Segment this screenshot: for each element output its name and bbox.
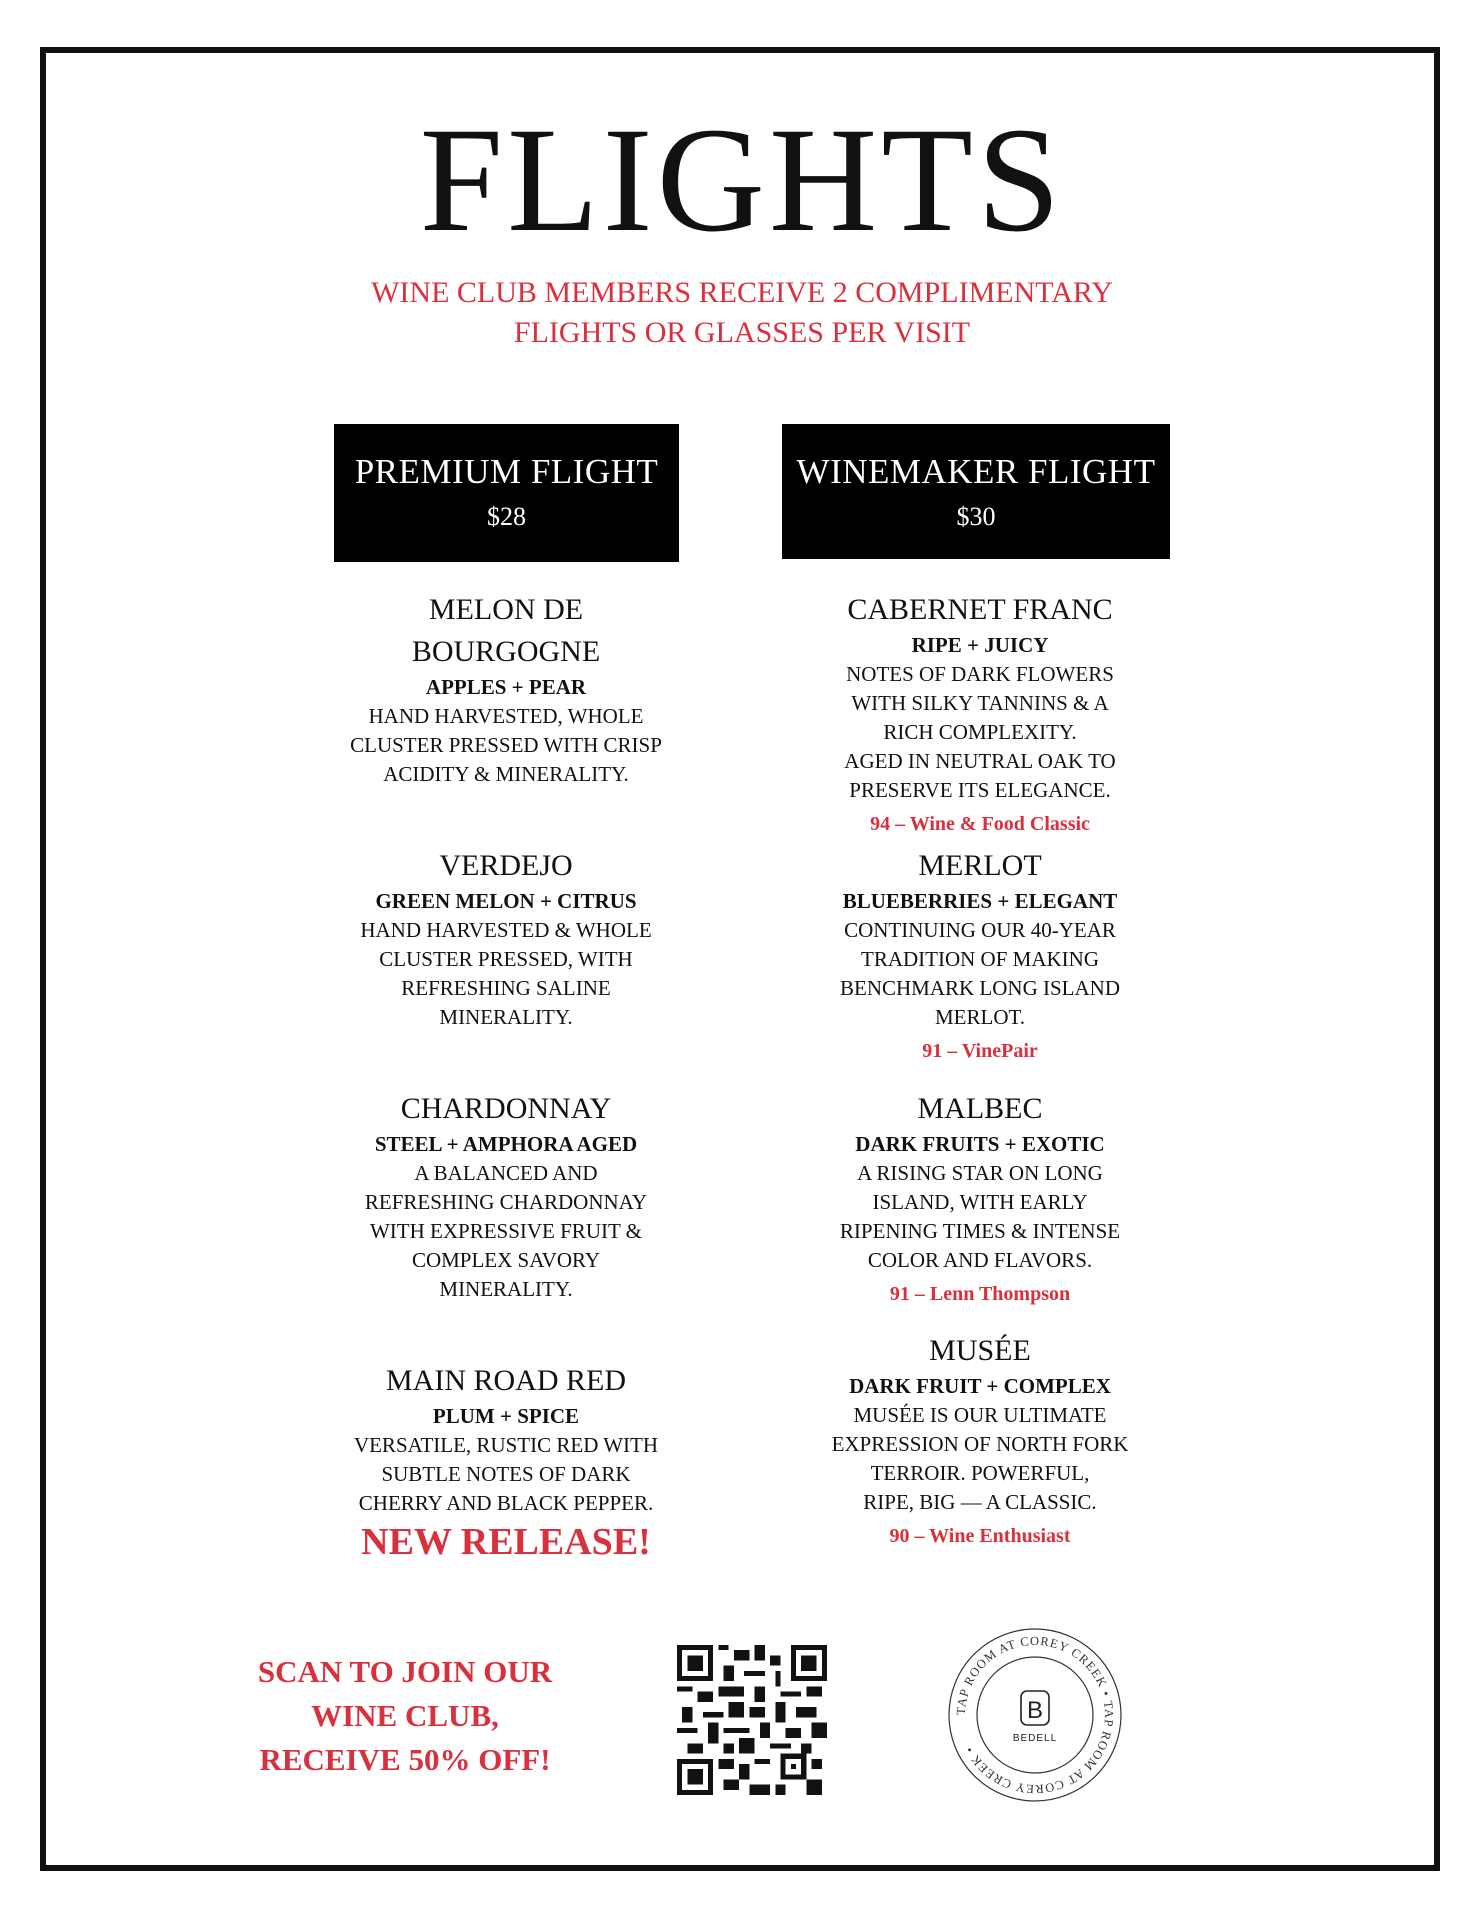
logo-letter: B bbox=[1026, 1697, 1044, 1724]
wine-item bbox=[306, 1088, 706, 1304]
wine-description: NOTES OF DARK FLOWERS bbox=[846, 662, 1114, 686]
wine-tasting-note: APPLES + PEAR bbox=[425, 675, 587, 699]
wine-description: CHERRY AND BLACK PEPPER. bbox=[358, 1491, 654, 1515]
wine-description: VERSATILE, RUSTIC RED WITH bbox=[353, 1433, 659, 1457]
wine-description: CLUSTER PRESSED WITH CRISP bbox=[350, 733, 662, 757]
wine-tasting-note: GREEN MELON + CITRUS bbox=[375, 889, 637, 913]
wine-description: AGED IN NEUTRAL OAK TO bbox=[844, 749, 1116, 773]
wine-item bbox=[306, 589, 706, 789]
wine-description: REFRESHING CHARDONNAY bbox=[364, 1190, 648, 1214]
wine-description: COMPLEX SAVORY bbox=[411, 1248, 601, 1272]
wine-description: ACIDITY & MINERALITY. bbox=[383, 762, 629, 786]
wine-description: SUBTLE NOTES OF DARK bbox=[381, 1462, 631, 1486]
wine-description: MERLOT. bbox=[934, 1005, 1026, 1029]
wine-name: CHARDONNAY bbox=[400, 1092, 612, 1125]
wine-item bbox=[780, 1330, 1180, 1551]
wine-score: 94 – Wine & Food Classic bbox=[870, 813, 1090, 835]
wine-tasting-note: STEEL + AMPHORA AGED bbox=[374, 1132, 638, 1156]
wine-description: WITH SILKY TANNINS & A bbox=[851, 691, 1109, 715]
wine-name: MUSÉE bbox=[929, 1334, 1031, 1367]
wine-description: BENCHMARK LONG ISLAND bbox=[839, 976, 1120, 1000]
logo-brand: BEDELL bbox=[1012, 1733, 1058, 1744]
wine-tasting-note: BLUEBERRIES + ELEGANT bbox=[842, 889, 1118, 913]
wine-description: RIPENING TIMES & INTENSE bbox=[839, 1219, 1121, 1243]
wine-description: MINERALITY. bbox=[439, 1005, 573, 1029]
wine-item bbox=[780, 1088, 1180, 1309]
wine-description: A RISING STAR ON LONG bbox=[857, 1161, 1103, 1185]
club-notice-line: FLIGHTS OR GLASSES PER VISIT bbox=[513, 316, 971, 349]
bedell-tap-room-logo bbox=[945, 1625, 1125, 1805]
wine-description: WITH EXPRESSIVE FRUIT & bbox=[369, 1219, 643, 1243]
wine-description: CONTINUING OUR 40-YEAR bbox=[844, 918, 1116, 942]
wine-score: 90 – Wine Enthusiast bbox=[889, 1525, 1071, 1547]
wine-name: VERDEJO bbox=[439, 849, 573, 882]
wine-club-promo bbox=[215, 1650, 595, 1782]
wine-description: TERROIR. POWERFUL, bbox=[870, 1461, 1090, 1485]
wine-name: CABERNET FRANC bbox=[847, 593, 1113, 626]
wine-description: A BALANCED AND bbox=[414, 1161, 598, 1185]
premium-flight-price: $28 bbox=[487, 502, 526, 531]
wine-description: CLUSTER PRESSED, WITH bbox=[379, 947, 633, 971]
wine-name: MAIN ROAD RED bbox=[386, 1364, 626, 1397]
winemaker-flight-price: $30 bbox=[956, 502, 996, 531]
wine-item bbox=[780, 845, 1180, 1066]
wine-name: BOURGOGNE bbox=[411, 635, 601, 668]
promo-line: WINE CLUB, bbox=[311, 1698, 499, 1733]
wine-description: PRESERVE ITS ELEGANCE. bbox=[849, 778, 1111, 802]
premium-flight-name: PREMIUM FLIGHT bbox=[354, 452, 659, 491]
wine-description: COLOR AND FLAVORS. bbox=[867, 1248, 1093, 1272]
page-title: FLIGHTS bbox=[419, 97, 1065, 263]
wine-description: ISLAND, WITH EARLY bbox=[872, 1190, 1088, 1214]
wine-description: MINERALITY. bbox=[439, 1277, 573, 1301]
wine-name: MALBEC bbox=[917, 1092, 1043, 1125]
wine-description: EXPRESSION OF NORTH FORK bbox=[831, 1432, 1129, 1456]
wine-item bbox=[306, 1360, 706, 1518]
qr-code-icon[interactable] bbox=[677, 1645, 827, 1795]
wine-score: 91 – Lenn Thompson bbox=[889, 1283, 1071, 1305]
wine-description: TRADITION OF MAKING bbox=[861, 947, 1099, 971]
wine-name: MELON DE bbox=[428, 593, 584, 626]
premium-wine-list bbox=[306, 0, 706, 1920]
wine-tasting-note: PLUM + SPICE bbox=[432, 1404, 580, 1428]
club-notice-line: WINE CLUB MEMBERS RECEIVE 2 COMPLIMENTARY bbox=[371, 276, 1113, 309]
wine-score: 91 – VinePair bbox=[922, 1040, 1038, 1062]
wine-name: MERLOT bbox=[918, 849, 1042, 882]
wine-tasting-note: RIPE + JUICY bbox=[911, 633, 1049, 657]
wine-description: HAND HARVESTED & WHOLE bbox=[360, 918, 652, 942]
wine-tasting-note: DARK FRUITS + EXOTIC bbox=[855, 1132, 1105, 1156]
wine-description: RICH COMPLEXITY. bbox=[883, 720, 1077, 744]
wine-description: RIPE, BIG — A CLASSIC. bbox=[863, 1490, 1097, 1514]
wine-description: REFRESHING SALINE bbox=[401, 976, 611, 1000]
winemaker-flight-name: WINEMAKER FLIGHT bbox=[796, 452, 1156, 491]
wine-tasting-note: DARK FRUIT + COMPLEX bbox=[849, 1374, 1111, 1398]
wine-description: MUSÉE IS OUR ULTIMATE bbox=[853, 1403, 1107, 1427]
new-release-label: NEW RELEASE! bbox=[361, 1521, 651, 1563]
wine-description: HAND HARVESTED, WHOLE bbox=[368, 704, 644, 728]
logo-ring-text: TAP ROOM AT COREY CREEK • TAP ROOM AT COREY CREEK • bbox=[953, 1633, 1117, 1797]
wine-item bbox=[780, 589, 1180, 839]
promo-line: RECEIVE 50% OFF! bbox=[259, 1742, 551, 1777]
wine-item bbox=[306, 845, 706, 1032]
club-notice bbox=[0, 273, 1484, 353]
promo-line: SCAN TO JOIN OUR bbox=[257, 1654, 553, 1689]
